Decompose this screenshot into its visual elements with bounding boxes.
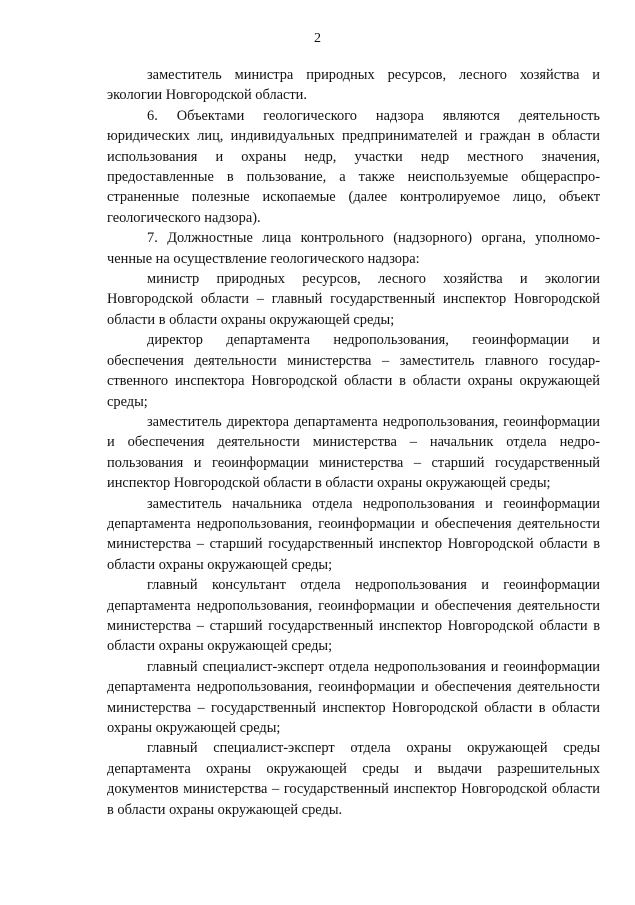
- official-deputy-director: заместитель директора департамента недропользования, геоинформации и обеспечения деятельности министерства – начальник отдела недропользования и геоинформации министерства – старший государственный инспектор Новгородской области в области охраны окружающей среды;: [107, 413, 600, 492]
- official-chief-specialist-environment: главный специалист-эксперт отдела охраны окружающей среды департамента охраны окружающей среды и выдачи разрешительных документов министерства – государственный инспектор Новгородской области в области охраны окружающей среды.: [107, 740, 600, 818]
- official-minister: министр природных ресурсов, лесного хозяйства и экологии Новгородской области – главный государственный инспектор Новгородской области в области охраны окружающей среды;: [107, 271, 600, 328]
- official-chief-consultant: главный консультант отдела недропользования и геоинформации департамента недропользования, геоинформации и обеспечения деятельности министерства – старший государственный инспектор Новгородской области в области охраны окружающей среды;: [107, 577, 600, 655]
- official-department-director: директор департамента недропользования, геоинформации и обеспечения деятельности министерства – заместитель главного государственного инспектора Новгородской области в области охраны окружающей среды;: [107, 332, 600, 410]
- official-chief-specialist-subsoil: главный специалист-эксперт отдела недропользования и геоинформации департамента недропользования, геоинформации и обеспечения деятельности министерства – государственный инспектор Новгородской области в области охраны окружающей среды;: [107, 658, 600, 736]
- paragraph-7-officials: 7. Должностные лица контрольного (надзорного) органа, уполномоченные на осуществление геологического надзора:: [107, 230, 600, 267]
- official-deputy-head-of-division: заместитель начальника отдела недропользования и геоинформации департамента недропользования, геоинформации и обеспечения деятельности министерства – старший государственный инспектор Новгородской области в области охраны окружающей среды;: [107, 495, 600, 573]
- page-number: 2: [314, 31, 321, 46]
- document-body: [107, 65, 600, 820]
- paragraph-deputy-minister: заместитель министра природных ресурсов, лесного хозяйства и экологии Новгородской области.: [107, 67, 600, 104]
- paragraph-6-supervision-objects: 6. Объектами геологического надзора являются деятельность юридических лиц, индивидуальных предпринимателей и граждан в области использования и охраны недр, участки недр местного значения, предоставленные в пользование, а также неиспользуемые общераспространенные полезные ископаемые (далее контролируемое лицо, объект геологического надзора).: [107, 107, 600, 226]
